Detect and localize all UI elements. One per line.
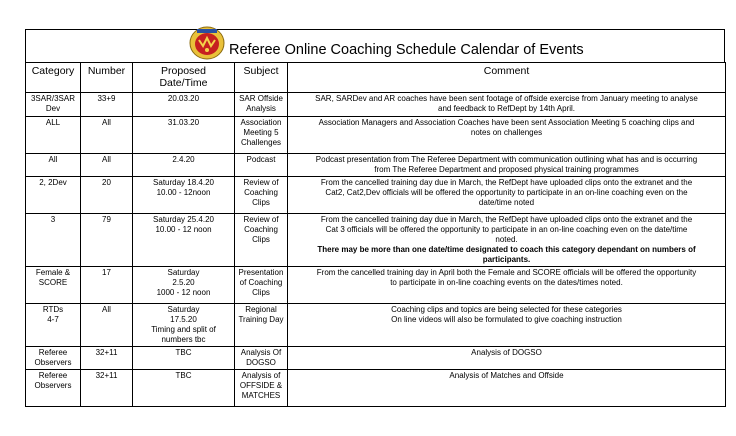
date-cell [133, 117, 235, 154]
table-row [26, 214, 726, 267]
comment-cell-text: From the cancelled training day due in March, the RefDept have uploaded clips onto the extranet and the Cat2, Cat2,Dev officials will be offered the opportunity to participate in an on-line coaching even on the date/time noted [320, 178, 693, 207]
number-cell [81, 370, 133, 407]
date-cell-text: Saturday 2.5.20 1000 - 12 noon [156, 268, 211, 297]
table-row [26, 347, 726, 370]
comment-cell [288, 370, 726, 407]
subject-cell [235, 370, 288, 407]
category-cell [26, 177, 81, 214]
date-cell-text: Saturday 18.4.20 10.00 - 12noon [153, 178, 214, 197]
table-row [26, 117, 726, 154]
subject-cell-text: SAR Offside Analysis [239, 94, 283, 113]
subject-cell-text: Presentation of Coaching Clips [238, 268, 284, 297]
category-cell [26, 154, 81, 177]
subject-cell [235, 214, 288, 267]
schedule-sheet [25, 29, 725, 407]
subject-cell [235, 267, 288, 304]
comment-cell [288, 304, 726, 347]
subject-cell-text: Analysis of OFFSIDE & MATCHES [239, 371, 283, 400]
category-cell-text: All [48, 155, 58, 164]
number-cell-text: 17 [102, 268, 111, 277]
date-cell [133, 347, 235, 370]
date-cell [133, 154, 235, 177]
category-cell [26, 370, 81, 407]
subject-cell [235, 304, 288, 347]
number-cell-text: All [102, 118, 111, 127]
header-number: Number [81, 63, 133, 93]
table-row [26, 154, 726, 177]
comment-cell-text: Analysis of DOGSO [471, 348, 542, 357]
subject-cell [235, 117, 288, 154]
association-crest-logo [189, 26, 225, 60]
date-cell-text: TBC [175, 348, 192, 357]
comment-cell [288, 267, 726, 304]
category-cell-text: 3 [50, 215, 56, 224]
subject-cell-text: Review of Coaching Clips [243, 215, 279, 244]
date-cell-text: 20.03.20 [167, 94, 200, 103]
comment-cell-text: SAR, SARDev and AR coaches have been sent footage of offside exercise from January meeting to analyse and feedback to RefDept by 14th April. [315, 94, 698, 113]
subject-cell-text: Review of Coaching Clips [243, 178, 279, 207]
number-cell [81, 154, 133, 177]
subject-cell-text: Analysis Of DOGSO [240, 348, 282, 367]
date-cell-text: Saturday 17.5.20 Timing and split of numbers tbc [151, 305, 216, 344]
category-cell-text: 3SAR/3SAR Dev [30, 94, 76, 113]
category-cell-text: Referee Observers [34, 371, 72, 390]
header-comment: Comment [288, 63, 726, 93]
table-row [26, 370, 726, 407]
category-cell-text: ALL [45, 118, 61, 127]
date-cell [133, 304, 235, 347]
title-row [25, 29, 725, 62]
date-cell-text: 2.4.20 [172, 155, 195, 164]
category-cell [26, 347, 81, 370]
comment-cell-text: From the cancelled training day in April both the Female and SCORE officials will be offered the opportunity to participate in on-line coaching events on the dates/times noted. [316, 268, 697, 287]
subject-cell-text: Podcast [246, 155, 276, 164]
number-cell [81, 93, 133, 117]
comment-cell-text: Podcast presentation from The Referee Department with communication outlining what has and is occurring from The Referee Department and proposed physical training programmes [315, 155, 698, 174]
comment-note-text: There may be more than one date/time designated to coach this category dependant on numbers of participants. [317, 245, 696, 264]
document-title: Referee Online Coaching Schedule Calendar of Events [229, 42, 584, 58]
number-cell [81, 177, 133, 214]
table-row [26, 93, 726, 117]
comment-cell-text: Analysis of Matches and Offside [449, 371, 564, 380]
number-cell [81, 214, 133, 267]
category-cell [26, 304, 81, 347]
subject-cell-text: Regional Training Day [238, 305, 284, 324]
comment-cell [288, 214, 726, 267]
comment-cell [288, 177, 726, 214]
comment-cell [288, 347, 726, 370]
header-subject: Subject [235, 63, 288, 93]
number-cell-text: All [102, 305, 111, 314]
table-row [26, 304, 726, 347]
number-cell-text: 20 [102, 178, 111, 187]
number-cell-text: All [102, 155, 111, 164]
date-cell [133, 214, 235, 267]
category-cell [26, 117, 81, 154]
number-cell [81, 267, 133, 304]
table-header-row [26, 63, 726, 93]
number-cell-text: 33+9 [97, 94, 116, 103]
date-cell-text: Saturday 25.4.20 10.00 - 12 noon [153, 215, 214, 234]
comment-cell [288, 117, 726, 154]
table-row [26, 267, 726, 304]
number-cell-text: 32+11 [95, 348, 118, 357]
category-cell [26, 93, 81, 117]
comment-cell [288, 154, 726, 177]
category-cell-text: 2, 2Dev [39, 178, 67, 187]
number-cell [81, 304, 133, 347]
schedule-table [25, 62, 726, 407]
category-cell-text: RTDs 4-7 [42, 305, 64, 324]
date-cell [133, 177, 235, 214]
category-cell-text: Referee Observers [34, 348, 72, 367]
comment-cell-text: Coaching clips and topics are being selected for these categories On line videos will also be formulated to give coaching instruction [391, 305, 622, 324]
number-cell-text: 32+11 [95, 371, 118, 380]
date-cell-text: 31.03.20 [167, 118, 200, 127]
date-cell-text: TBC [175, 371, 192, 380]
comment-cell [288, 93, 726, 117]
category-cell [26, 267, 81, 304]
date-cell [133, 267, 235, 304]
category-cell [26, 214, 81, 267]
number-cell-text: 79 [102, 215, 111, 224]
number-cell [81, 117, 133, 154]
subject-cell [235, 177, 288, 214]
comment-cell-text: Association Managers and Association Coaches have been sent Association Meeting 5 coaching clips and notes on challenges [318, 118, 695, 137]
subject-cell-text: Association Meeting 5 Challenges [240, 118, 282, 147]
header-category: Category [26, 63, 81, 93]
subject-cell [235, 154, 288, 177]
category-cell-text: Female & SCORE [35, 268, 71, 287]
subject-cell [235, 93, 288, 117]
comment-cell-text: From the cancelled training day due in March, the RefDept have uploaded clips onto the extranet and the Cat 3 officials will be offered the opportunity to participate in an on-line coaching even on the date/time noted. [320, 215, 693, 244]
date-cell [133, 93, 235, 117]
header-proposed-date: Proposed Date/Time [133, 63, 235, 93]
subject-cell [235, 347, 288, 370]
date-cell [133, 370, 235, 407]
number-cell [81, 347, 133, 370]
table-row [26, 177, 726, 214]
